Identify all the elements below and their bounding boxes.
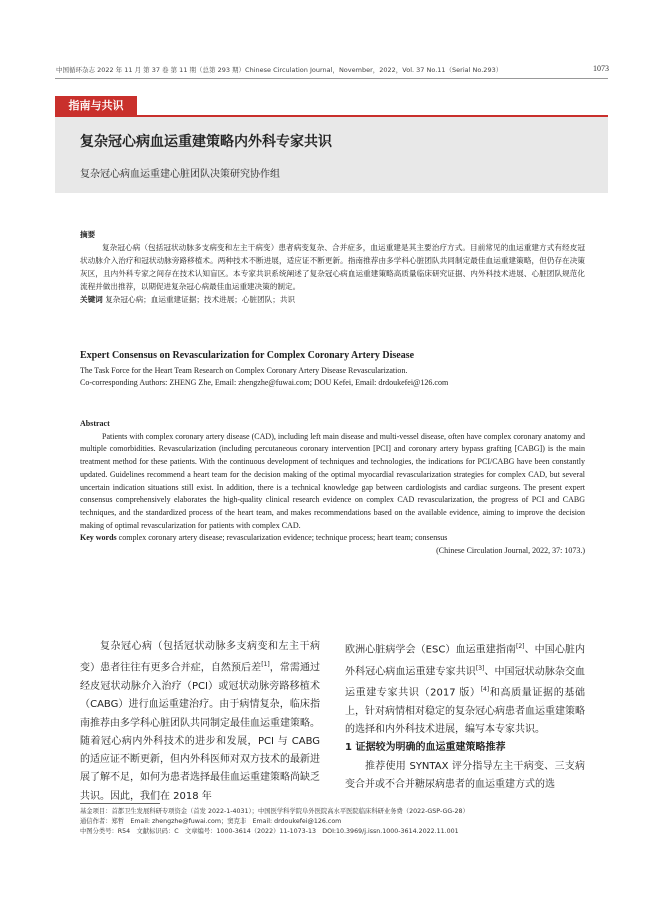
english-abstract <box>80 418 585 558</box>
footnotes <box>80 807 610 837</box>
running-head: 中国循环杂志 2022 年 11 月 第 37 卷 第 11 期（总第 293 期）Chinese Circulation Journal，November，2022，Vol. 37 No.11（Serial No.293） <box>56 66 503 74</box>
header-rule <box>55 78 608 79</box>
correspondence-note: 通信作者：郑哲 Email: zhengzhe@fuwai.com；窦克非 Email: drdoukefei@126.com <box>80 818 342 825</box>
chinese-abstract <box>80 228 585 306</box>
title-box <box>55 117 608 193</box>
english-keywords-label: Key words <box>80 533 117 543</box>
body-right-column <box>345 638 585 794</box>
body-text: 欧洲心脏病学会（ESC）血运重建指南 <box>345 644 516 656</box>
body-paragraph: 推荐使用 SYNTAX 评分指导左主干病变、三支病变合并或不合并糖尿病患者的血运重建方式的选 <box>345 760 585 791</box>
english-abstract-label: Abstract <box>80 419 110 428</box>
chinese-abstract-label: 摘要 <box>80 230 96 239</box>
body-left-column <box>80 638 320 806</box>
chinese-abstract-text: 复杂冠心病（包括冠状动脉多支病变和左主干病变）患者病变复杂、合并症多，血运重建是其主要治疗方式。目前常见的血运重建方式有经皮冠状动脉介入治疗和冠状动脉旁路移植术。两种技术不断进展，适应证不断更新。指南推荐由多学科心脏团队共同制定最佳血运重建策略，但仍存在决策灰区，且内外科专家之间存在技术认知盲区。本专家共识系统阐述了复杂冠心病血运重建策略高质量临床研究证据、内外科技术进展、心脏团队规范化流程并做出推荐，以期促进复杂冠心病最佳血运重建决策的制定。 <box>80 243 585 291</box>
english-keywords-text: complex coronary artery disease; revascularization evidence; technique process; heart team; consensus <box>118 533 448 543</box>
reference-mark: [3] <box>475 664 485 672</box>
chinese-keywords-text: 复杂冠心病；血运重建证据；技术进展；心脏团队；共识 <box>105 295 296 304</box>
chinese-keywords-label: 关键词 <box>80 295 103 304</box>
english-abstract-text: Patients with complex coronary artery disease (CAD), including left main disease and multi-vessel disease, often have complex coronary anatomy and multiple comorbidities. Revascularization (including percutaneous coronary intervention [PCI] and coronary artery bypass grafting [CABG]) is the main treatment method for these patients. With the continuous development of techniques and technologies, the indications for PCI/CABG have been constantly updated. Guidelines recommend a heart team for the decision making of the optimal myocardial revascularization strategies for complex CAD, but several uncertain indication situations still exist. In addition, there is a technical knowledge gap between cardiologists and cardiac surgeons. The present expert consensus comprehensively elaborates the high-quality clinical research evidence on complex CAD revascularization, the progress of PCI and CABG techniques, and the standardized process of the heart team, and makes recommendations based on the available evidence, aiming to improve the decision making of optimal revascularization for patients with complex CAD. <box>80 431 585 530</box>
article-authors: 复杂冠心病血运重建心脏团队决策研究协作组 <box>80 169 280 180</box>
english-authors: The Task Force for the Heart Team Research on Complex Coronary Artery Disease Revascularization. <box>80 366 408 375</box>
english-title: Expert Consensus on Revascularization for Complex Coronary Artery Disease <box>80 350 415 361</box>
page-number: 1073 <box>593 64 609 73</box>
body-paragraph <box>80 638 320 806</box>
body-text: 复杂冠心病（包括冠状动脉多支病变和左主干病变）患者往往有更多合并症，自然预后差 <box>80 641 320 674</box>
reference-mark: [2] <box>516 643 525 650</box>
corresponding-authors: Co-corresponding Authors: ZHENG Zhe, Email: zhengzhe@fuwai.com; DOU Kefei, Email: drdoukefei@126.com <box>80 378 449 387</box>
body-text: 和高质量证据的基础上，针对病情相对稳定的复杂冠心病患者血运重建策略的选择和内外科技术进展，编写本专家共识。 <box>345 687 585 736</box>
funding-note: 基金项目：首都卫生发展科研专项资金（首发 2022-1-4031）；中国医学科学院阜外医院高水平医院临床科研业务费（2022-GSP-GG-28） <box>80 808 469 815</box>
section-tag: 指南与共识 <box>55 96 137 116</box>
body-paragraph <box>345 638 585 739</box>
chinese-keywords <box>80 293 585 306</box>
article-title: 复杂冠心病血运重建策略内外科专家共识 <box>80 134 332 150</box>
section-heading: 1 证据较为明确的血运重建策略推荐 <box>345 742 506 754</box>
english-header <box>80 350 585 389</box>
reference-mark: [4] <box>480 686 490 694</box>
body-text: 、中国心脏内外科冠心病血运重建专家共识 <box>345 644 586 677</box>
body-text: 、中国冠状动脉杂交血运重建专家共识（2017 版） <box>345 665 586 699</box>
body-text: ，常需通过经皮冠状动脉介入治疗（PCI）或冠状动脉旁路移植术（CABG）进行血运重建治疗。由于病情复杂，临床指南推荐由多学科心脏团队共同制定最佳血运重建策略。随着冠心病内外科技术的进步和发展，PCI 与 CABG 的适应证不断更新，但内外科医师对双方技术的最新进展了解不足，如何为患者选择最佳血运重建策略尚缺乏共识。因此，我们在 2018 年 <box>80 662 321 802</box>
footnote-rule <box>80 803 160 804</box>
citation: (Chinese Circulation Journal, 2022, 37: 1073.) <box>436 546 585 556</box>
english-keywords <box>80 532 585 545</box>
reference-mark: [1] <box>261 661 270 669</box>
classification-note: 中图分类号：R54 文献标识码：C 文章编号：1000-3614（2022）11-1073-13 DOI:10.3969/j.issn.1000-3614.2022.11.001 <box>80 828 459 835</box>
